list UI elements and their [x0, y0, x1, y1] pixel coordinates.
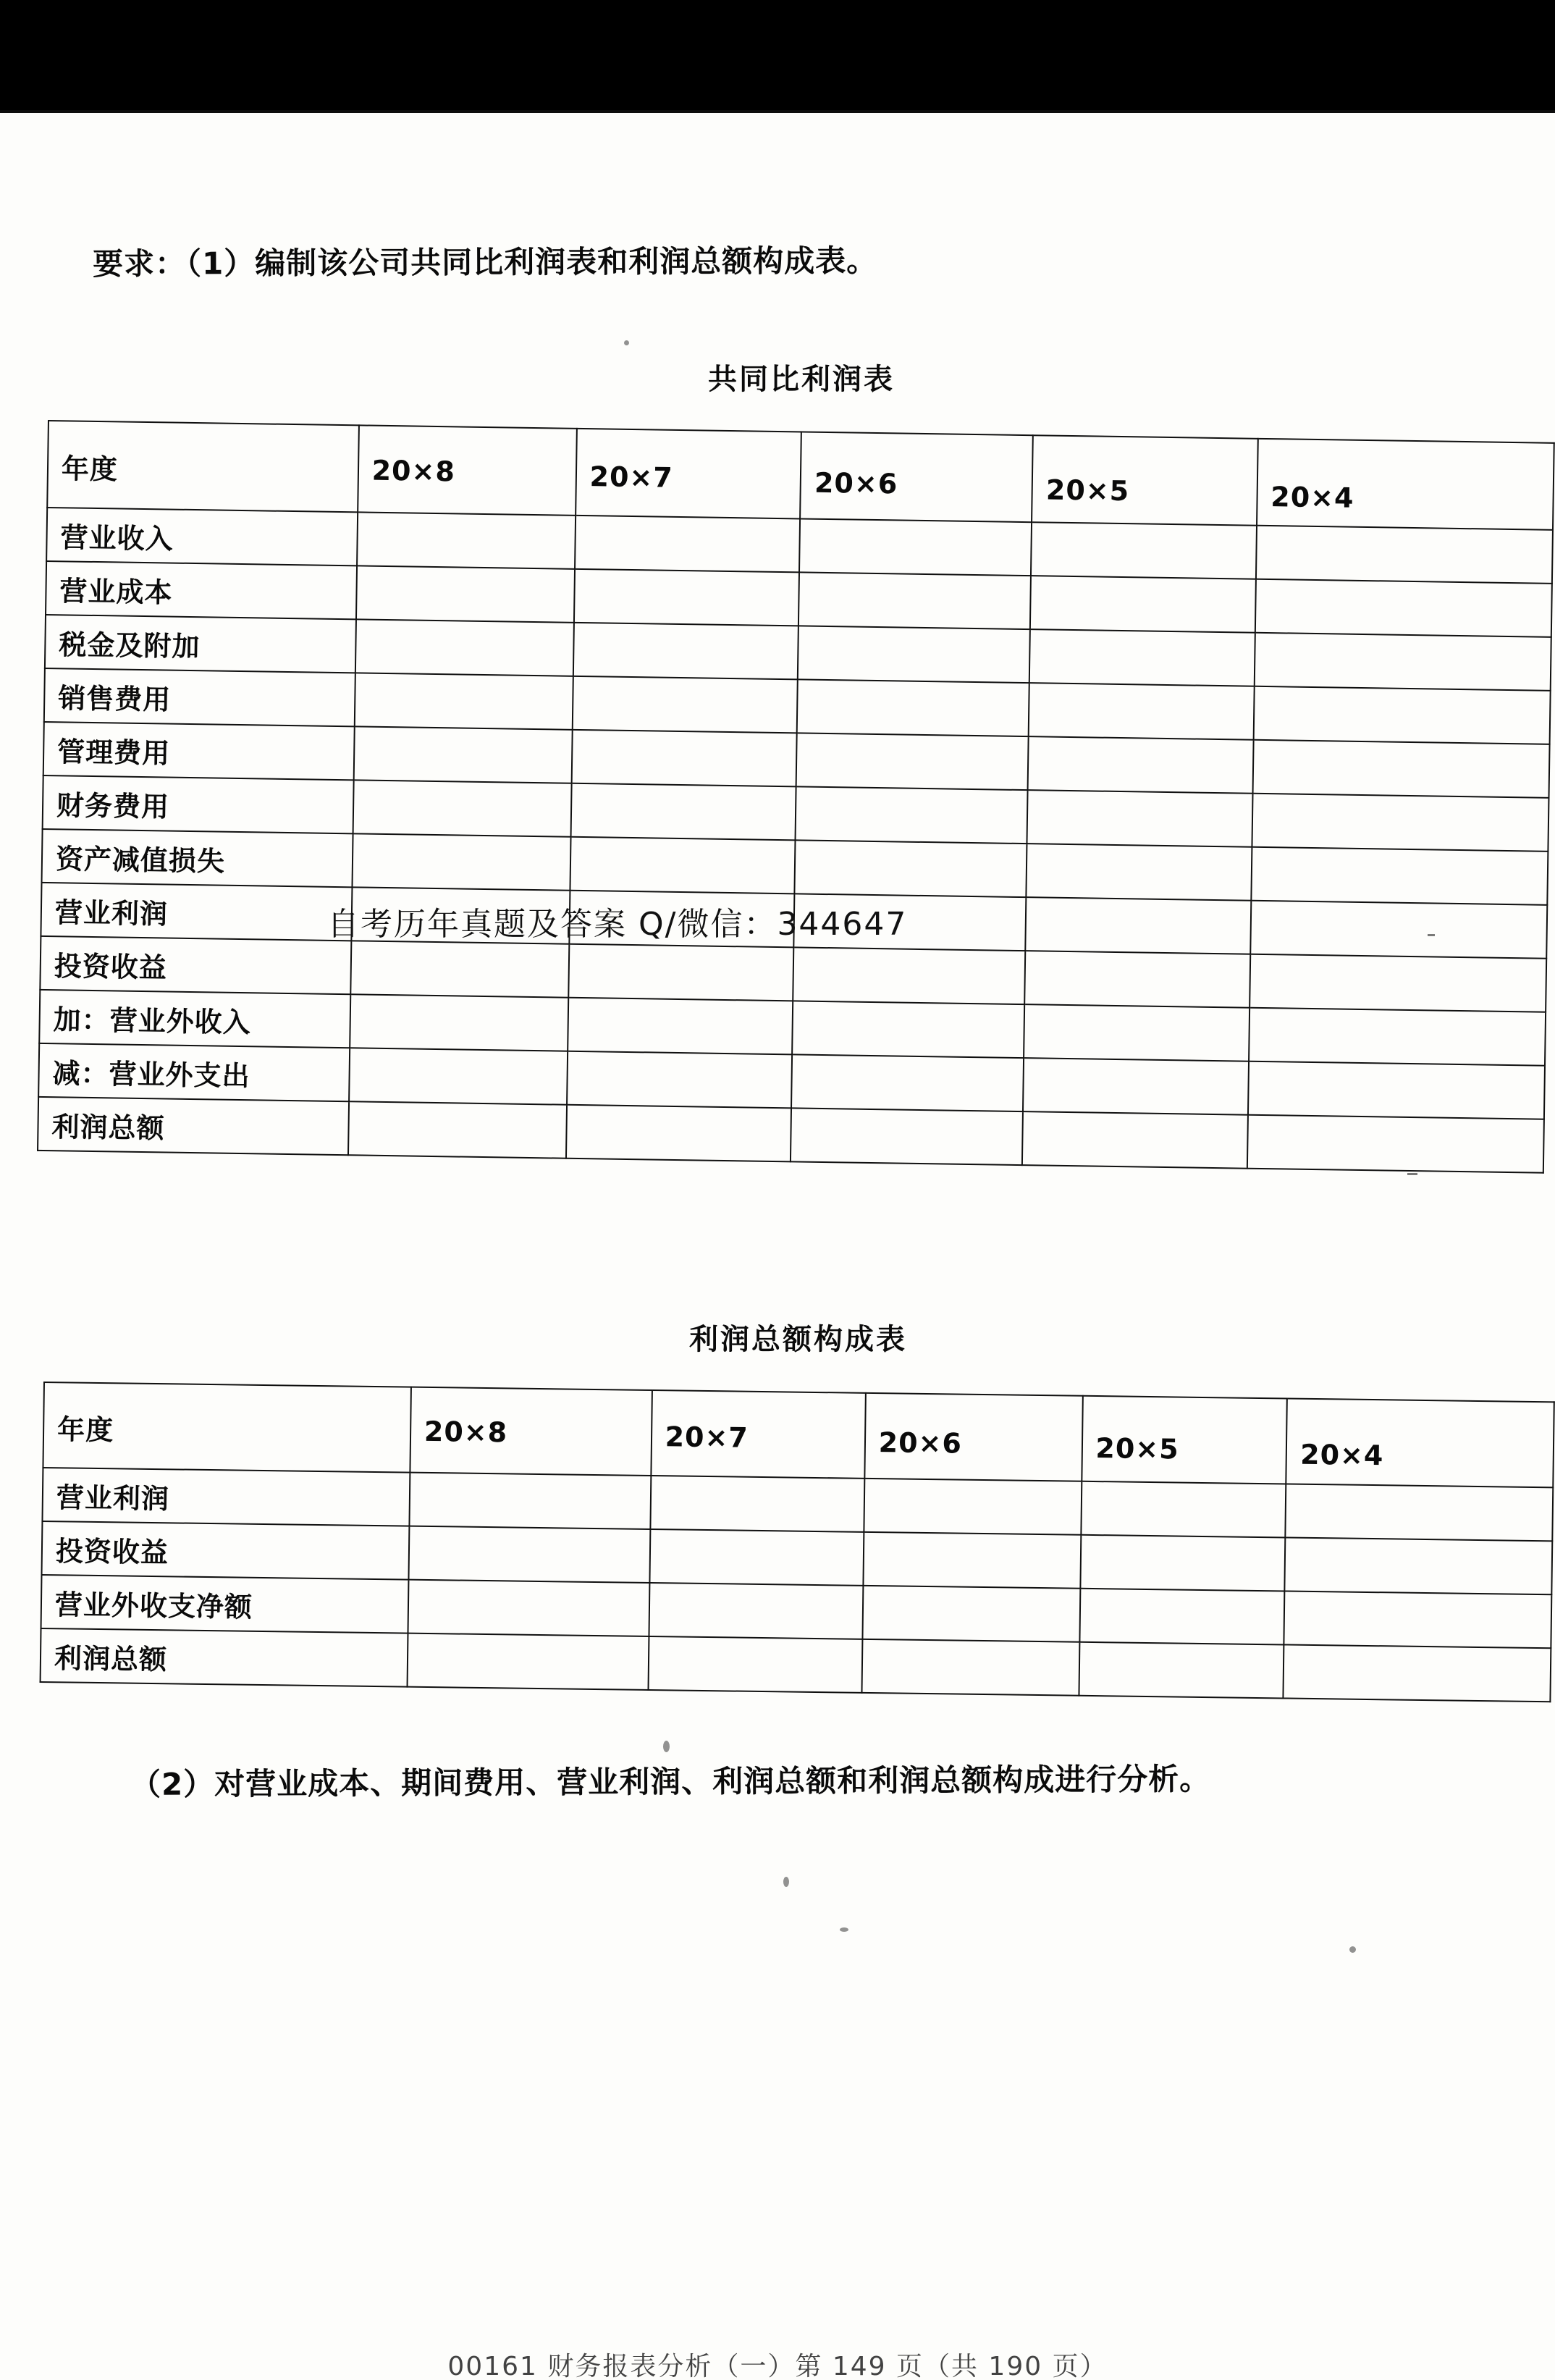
table1-cell[interactable] [1250, 954, 1546, 1012]
table2-header-20x5: 20×5 [1082, 1396, 1287, 1484]
table2-cell[interactable] [864, 1479, 1082, 1535]
table1-row-label: 管理费用 [43, 722, 355, 780]
table1-cell[interactable] [796, 733, 1029, 790]
table1-cell[interactable] [799, 518, 1032, 576]
table1-cell[interactable] [1027, 844, 1252, 901]
profit-total-composition-table [40, 1382, 1555, 1702]
scan-speck [624, 340, 629, 345]
page-footer: 00161 财务报表分析（一）第 149 页（共 190 页） [447, 2352, 1108, 2380]
table1-row-label: 营业利润 [41, 883, 352, 941]
table2-cell[interactable] [1079, 1642, 1284, 1699]
table1-cell[interactable] [1250, 901, 1547, 959]
scan-speck [663, 1741, 670, 1752]
table1-header-20x5: 20×5 [1032, 435, 1257, 526]
table1-cell[interactable] [1024, 1004, 1250, 1061]
scan-black-band-edge [0, 110, 1555, 113]
table1-row-label: 税金及附加 [45, 615, 356, 673]
table1-cell[interactable] [1252, 794, 1548, 851]
watermark-text: 自考历年真题及答案 Q/微信：344647 [327, 906, 908, 943]
scan-tick [1428, 934, 1435, 936]
table1-cell[interactable] [795, 840, 1027, 897]
common-size-income-statement-table [37, 420, 1555, 1174]
table1-cell[interactable] [1249, 1008, 1546, 1066]
table1-cell[interactable] [797, 679, 1029, 736]
table1-cell[interactable] [1023, 1058, 1249, 1115]
table2-cell[interactable] [649, 1529, 864, 1586]
scan-speck [1349, 1946, 1356, 1953]
table2-cell[interactable] [650, 1476, 864, 1532]
table1-cell[interactable] [1028, 736, 1254, 794]
table1-row-label: 减：营业外支出 [38, 1043, 350, 1101]
table1-header-year: 年度 [47, 421, 358, 512]
question-2-line: （2）对营业成本、期间费用、营业利润、利润总额和利润总额构成进行分析。 [130, 1761, 1211, 1802]
table2-cell[interactable] [1080, 1535, 1286, 1591]
table2-cell[interactable] [407, 1633, 649, 1690]
table1-cell[interactable] [1254, 633, 1551, 691]
scan-black-band [0, 0, 1555, 110]
table1-cell[interactable] [354, 673, 573, 729]
table1-cell[interactable] [566, 1105, 792, 1162]
table1-cell[interactable] [570, 783, 796, 841]
table1-cell[interactable] [573, 623, 799, 680]
table1-row-label: 资产减值损失 [42, 829, 353, 887]
table1-cell[interactable] [348, 1101, 567, 1158]
table1-cell[interactable] [1022, 1111, 1248, 1169]
scan-tick [1407, 1173, 1417, 1175]
table2-cell[interactable] [861, 1639, 1079, 1696]
table1-cell[interactable] [798, 572, 1031, 629]
table2-cell[interactable] [648, 1636, 862, 1693]
table1-cell[interactable] [356, 565, 575, 622]
table2-row-label: 营业外收支净额 [41, 1575, 409, 1633]
table1-header-20x6: 20×6 [800, 432, 1033, 522]
table1-cell[interactable] [1027, 790, 1253, 847]
table1-cell[interactable] [791, 1054, 1024, 1111]
table1-header-20x8: 20×8 [358, 425, 577, 515]
table2-row-label: 利润总额 [41, 1628, 408, 1687]
table2-cell[interactable] [1284, 1644, 1551, 1702]
table2-row-label: 营业利润 [42, 1468, 410, 1526]
scan-speck [840, 1927, 848, 1932]
table1-header-20x7: 20×7 [576, 429, 801, 519]
table1-cell[interactable] [571, 730, 797, 787]
table1-cell[interactable] [567, 1051, 793, 1109]
table1-cell[interactable] [568, 944, 794, 1001]
table1-row-label: 加：营业外收入 [39, 990, 350, 1048]
table1-row-label: 营业成本 [46, 561, 357, 619]
table1-cell[interactable] [1029, 683, 1255, 740]
table1-cell[interactable] [1247, 1115, 1544, 1173]
table1-row-label: 财务费用 [43, 775, 354, 833]
table1-cell[interactable] [1255, 579, 1552, 637]
table1-cell[interactable] [796, 786, 1028, 844]
table1-cell[interactable] [350, 994, 568, 1051]
table2-cell[interactable] [409, 1473, 651, 1529]
table2-cell[interactable] [649, 1583, 863, 1639]
table2-cell[interactable] [1081, 1481, 1286, 1538]
table2-header-20x7: 20×7 [651, 1390, 866, 1479]
table1-row-label: 利润总额 [38, 1097, 349, 1155]
table1-cell[interactable] [1252, 740, 1549, 798]
table1-cell[interactable] [353, 780, 571, 836]
table1-cell[interactable] [568, 998, 793, 1055]
table2-cell[interactable] [1285, 1537, 1553, 1594]
table1-header-20x4: 20×4 [1257, 439, 1554, 530]
table1-cell[interactable] [1253, 686, 1550, 744]
table1-cell[interactable] [1251, 847, 1548, 905]
table1-cell[interactable] [352, 833, 570, 890]
table1-cell[interactable] [1026, 897, 1252, 954]
table1-cell[interactable] [350, 941, 569, 997]
table1-cell[interactable] [355, 619, 574, 676]
table1-cell[interactable] [793, 947, 1025, 1004]
table1-cell[interactable] [1248, 1061, 1545, 1119]
table-2-title: 利润总额构成表 [689, 1323, 907, 1356]
table1-cell[interactable] [798, 626, 1030, 683]
requirement-line: 要求：（1）编制该公司共同比利润表和利润总额构成表。 [92, 243, 878, 282]
table1-cell[interactable] [1029, 629, 1255, 686]
table1-cell[interactable] [353, 726, 572, 783]
table1-cell[interactable] [1024, 951, 1250, 1008]
table1-row-label: 投资收益 [40, 936, 351, 994]
table1-row-label: 销售费用 [44, 668, 355, 726]
table2-cell[interactable] [408, 1580, 649, 1636]
table2-cell[interactable] [863, 1532, 1081, 1589]
table1-cell[interactable] [1256, 526, 1553, 584]
table2-cell[interactable] [1284, 1591, 1552, 1648]
table2-cell[interactable] [1079, 1589, 1285, 1645]
table-1-title: 共同比利润表 [708, 363, 895, 396]
table1-cell[interactable] [357, 512, 576, 568]
scan-speck [783, 1877, 789, 1887]
table1-cell[interactable] [792, 1001, 1024, 1058]
table1-row-label: 营业收入 [46, 508, 358, 565]
table2-header-20x6: 20×6 [864, 1393, 1082, 1481]
table2-header-20x8: 20×8 [410, 1387, 652, 1476]
table2-row-label: 投资收益 [42, 1521, 410, 1580]
table2-header-year: 年度 [43, 1382, 410, 1473]
table1-cell[interactable] [1030, 576, 1256, 633]
table1-cell[interactable] [572, 676, 798, 733]
table2-cell[interactable] [1286, 1484, 1554, 1541]
table1-cell[interactable] [574, 569, 800, 626]
table1-cell[interactable] [1031, 522, 1257, 579]
table1-cell[interactable] [349, 1048, 568, 1104]
table2-cell[interactable] [862, 1586, 1080, 1642]
table2-cell[interactable] [408, 1526, 650, 1583]
table2-header-20x4: 20×4 [1286, 1398, 1554, 1487]
table1-cell[interactable] [791, 1108, 1023, 1165]
table1-cell[interactable] [570, 837, 796, 894]
table1-cell[interactable] [575, 516, 801, 573]
